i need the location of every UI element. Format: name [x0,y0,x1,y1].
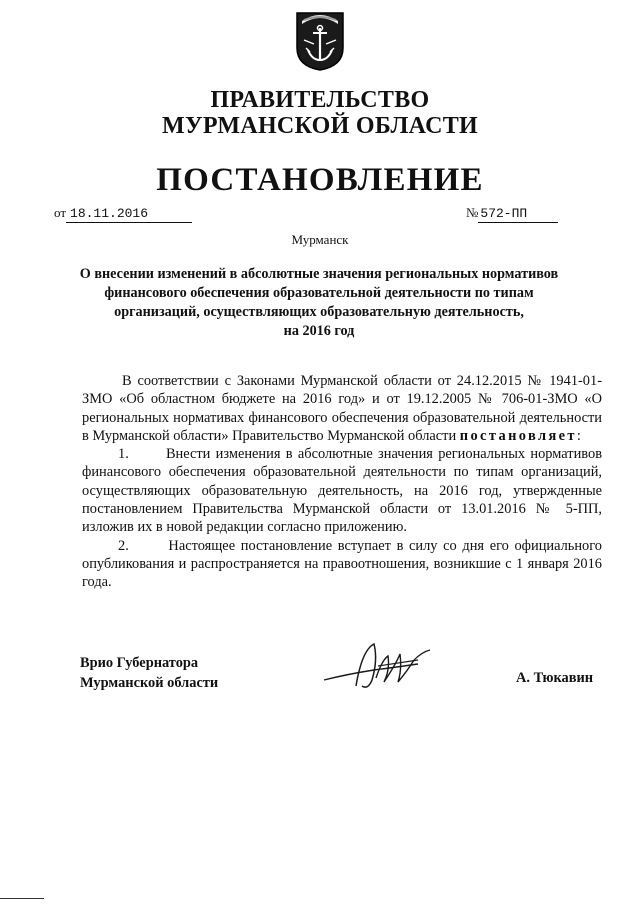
coat-of-arms-icon [294,10,346,72]
document-date [54,205,192,223]
document-body [82,372,602,592]
title-line: финансового обеспечения образовательной деятельности по типам [104,285,534,301]
title-line: организаций, осуществляющих образовательную деятельность, [114,304,524,320]
page-corner-mark [0,898,44,899]
organization-name-line1: ПРАВИТЕЛЬСТВО [210,87,430,113]
document-type: ПОСТАНОВЛЕНИЕ [156,162,484,198]
number-prefix: № [466,205,479,220]
item-2-text: Настоящее постановление вступает в силу со дня его официального опубликования и распространяется на правоотношения, возникшие с 1 января 2016 года. [82,537,602,591]
item-2-number: 2. [118,537,129,554]
position-line2: Мурманской области [80,675,219,691]
signatory-name: А. Тюкавин [516,670,594,686]
date-value: 18.11.2016 [66,206,192,223]
preamble-text: В соответствии с Законами Мурманской области от 24.12.2015 № 1941-01-ЗМО «Об областном бюджете на 2016 год» и от 19.12.2005 № 706-01-ЗМО «О региональных нормативах финансового обеспечения образовательной деятельности в Мурманской области» Правительство Мурманской области [82,373,602,444]
title-line: О внесении изменений в абсолютные значения региональных нормативов [79,266,559,282]
document-title [64,265,574,341]
resolves-colon: : [576,427,581,444]
document-number [466,205,558,223]
number-value: 572-ПП [478,206,558,223]
title-line: на 2016 год [283,323,355,339]
item-1-text: Внести изменения в абсолютные значения региональных нормативов финансового обеспечения образовательной деятельности по типам организаций, осуществляющих образовательную деятельность, на 2016 год, утвержденные постановлением Правительства Мурманской области от 13.01.2016 № 5-ПП, изложив их в новой редакции согласно приложению. [82,446,602,536]
city: Мурманск [291,232,349,247]
item-1-number: 1. [118,446,129,463]
preamble-paragraph [82,372,602,445]
item-2 [82,537,602,592]
organization-name-line2: МУРМАНСКОЙ ОБЛАСТИ [162,113,478,139]
handwritten-signature [318,630,438,700]
position-line1: Врио Губернатора [80,655,199,671]
resolves-word: постановляет [459,427,577,444]
item-1 [82,445,602,536]
signatory-position [80,653,218,693]
date-prefix: от [54,205,67,220]
